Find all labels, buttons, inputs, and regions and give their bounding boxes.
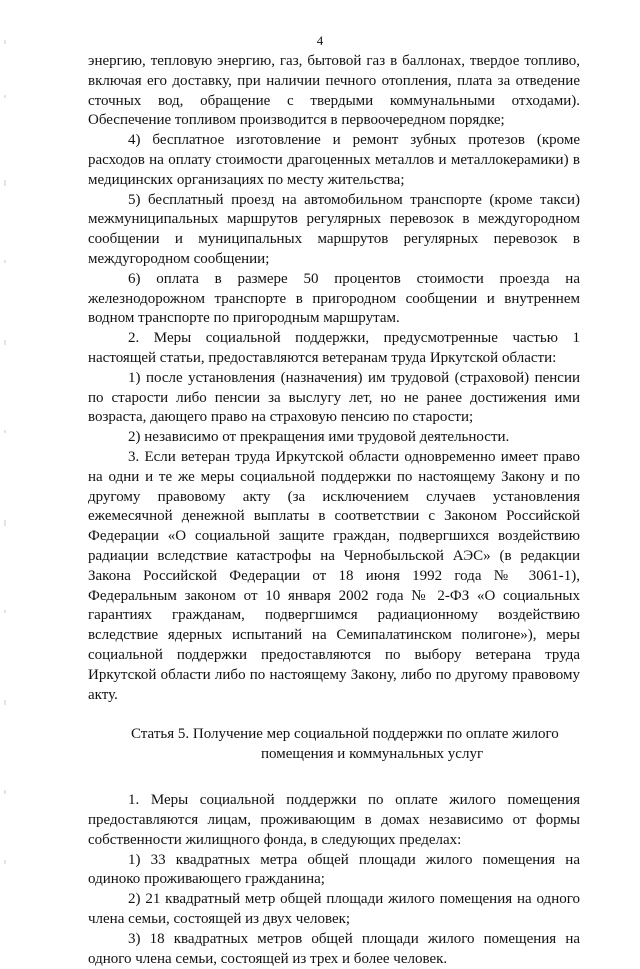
article-heading <box>88 724 580 764</box>
paragraph: 3. Если ветеран труда Иркутской области одновременно имеет право на одни и те же меры социальной поддержки по настоящему Закону и по другому правовому акту (за исключением случаев установления ежемесячной денежной выплаты в соответствии с Законом Российской Федерации «О социальной защите граждан, подвергшихся воздействию радиации вследствие катастрофы на Чернобыльской АЭС» (в редакции Закона Российской Федерации от 18 июня 1992 года № 3061-1), Федеральным законом от 10 января 2002 года № 2-ФЗ «О социальных гарантиях гражданам, подвергшимся радиационному воздействию вследствие ядерных испытаний на Семипалатинском полигоне»), меры социальной поддержки предоставляются по выбору ветерана труда Иркутской области либо по настоящему Закону, либо по другому правовому акту. <box>88 448 580 703</box>
paragraph: 2) независимо от прекращения ими трудовой деятельности. <box>128 429 510 446</box>
document-body <box>88 52 580 969</box>
paragraph: 1. Меры социальной поддержки по оплате жилого помещения предоставляются лицам, проживающим в домах независимо от формы собственности жилищного фонда, в следующих пределах: <box>88 792 580 848</box>
paragraph: 4) бесплатное изготовление и ремонт зубных протезов (кроме расходов на оплату стоимости драгоценных металлов и металлокерамики) в медицинских организациях по месту жительства; <box>88 132 580 188</box>
paragraph: 5) бесплатный проезд на автомобильном транспорте (кроме такси) межмуниципальных маршрутов регулярных перевозок в междугородном сообщении и муниципальных маршрутов регулярных перевозок в междугородном сообщении; <box>88 191 580 267</box>
paragraph: 3) 18 квадратных метров общей площади жилого помещения на одного члена семьи, состоящей из трех и более человек. <box>88 930 580 967</box>
paragraph: 1) после установления (назначения) им трудовой (страховой) пенсии по старости либо пенсии за выслугу лет, но не ранее достижения ими возраста, дающего право на страховую пенсию по старости; <box>88 369 580 426</box>
scan-margin-marks <box>2 0 10 905</box>
article-heading-line2: помещения и коммунальных услуг <box>261 746 484 763</box>
body-section-top <box>88 52 580 705</box>
paragraph: 6) оплата в размере 50 процентов стоимости проезда на железнодорожном транспорте в пригородном сообщении и внутреннем водном транспорте по пригородным маршрутам. <box>88 270 580 327</box>
body-section-bottom <box>88 791 580 969</box>
paragraph: 1) 33 квадратных метра общей площади жилого помещения на одиноко проживающего гражданина; <box>88 851 580 888</box>
paragraph: энергию, тепловую энергию, газ, бытовой газ в баллонах, твердое топливо, включая его доставку, при наличии печного отопления, плата за отведение сточных вод, обращение с твердыми коммунальными отходами). Обеспечение топливом производится в первоочередном порядке; <box>88 53 580 129</box>
paragraph: 2) 21 квадратный метр общей площади жилого помещения на одного члена семьи, состоящей из двух человек; <box>88 891 580 928</box>
paragraph: 2. Меры социальной поддержки, предусмотренные частью 1 настоящей статьи, предоставляются ветеранам труда Иркутской области: <box>88 330 580 366</box>
page-number: 4 <box>316 33 324 48</box>
article-heading-line1: Статья 5. Получение мер социальной поддержки по оплате жилого <box>131 726 559 743</box>
